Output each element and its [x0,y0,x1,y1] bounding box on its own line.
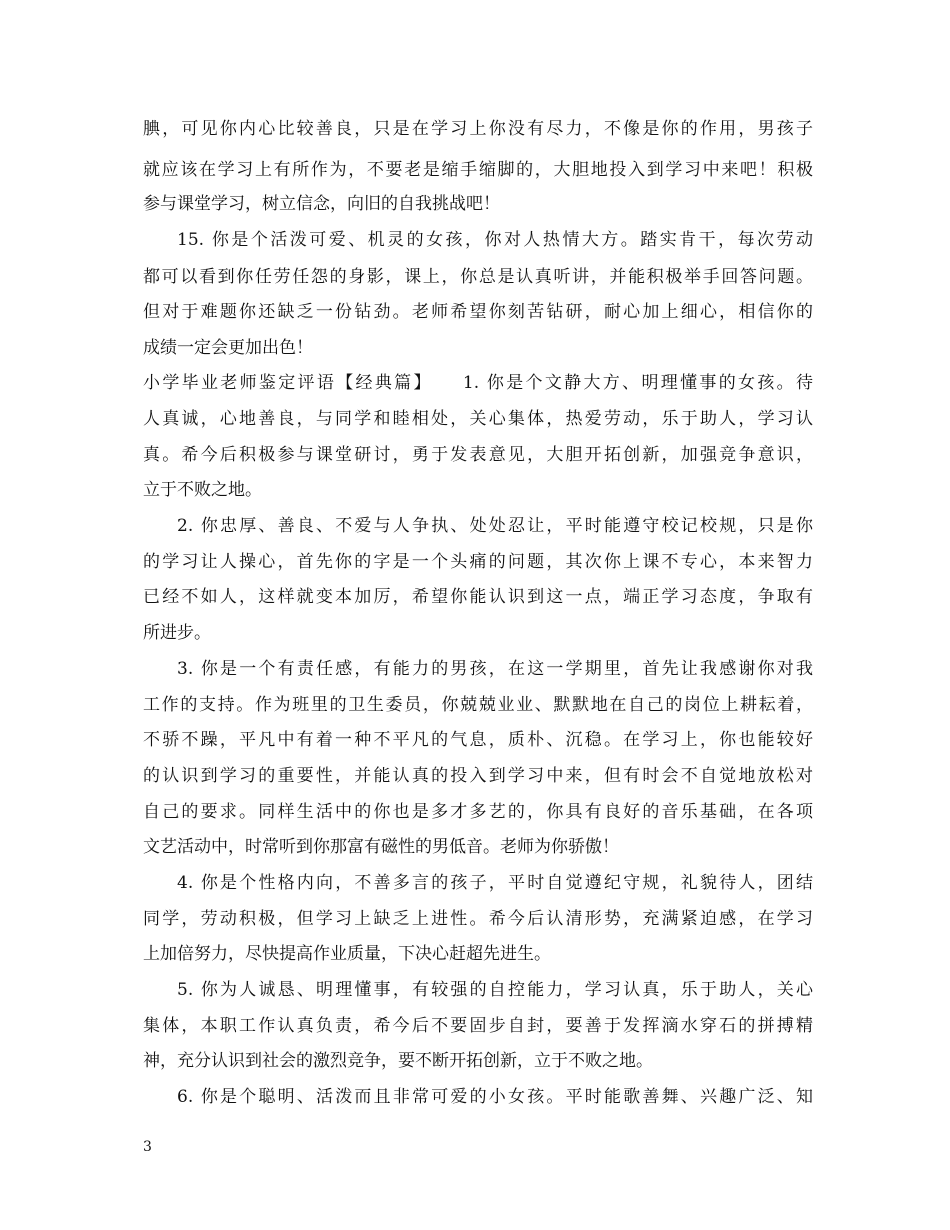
text-line: 上加倍努力，尽快提高作业质量，下决心赶超先进生。 [143,944,551,964]
text-line: 但对于难题你还缺乏一份钻劲。老师希望你刻苦钻研，耐心加上细心，相信你的 [143,302,813,322]
text-line: 就应该在学习上有所作为，不要老是缩手缩脚的，大胆地投入到学习中来吧！积极 [143,160,813,180]
page-number: 3 [143,1139,152,1155]
text-line: 人真诚，心地善良，与同学和睦相处，关心集体，热爱劳动，乐于助人，学习认 [143,409,813,429]
text-line: 集体，本职工作认真负责，希今后不要固步自封，要善于发挥滴水穿石的拼搏精 [143,1016,813,1036]
text-line: 6. 你是个聪明、活泼而且非常可爱的小女孩。平时能歌善舞、兴趣广泛、知 [177,1087,813,1107]
text-line: 都可以看到你任劳任怨的身影，课上，你总是认真听讲，并能积极举手回答问题。 [143,267,813,287]
text-line: 神，充分认识到社会的激烈竞争，要不断开拓创新，立于不败之地。 [143,1051,653,1071]
text-line: 已经不如人，这样就变本加厉，希望你能认识到这一点，端正学习态度，争取有 [143,587,813,607]
text-line: 自己的要求。同样生活中的你也是多才多艺的，你具有良好的音乐基础，在各项 [143,802,813,822]
text-line: 立于不败之地。 [143,480,262,500]
text-line: 的学习让人操心，首先你的字是一个头痛的问题，其次你上课不专心，本来智力 [143,552,813,572]
text-line: 工作的支持。作为班里的卫生委员，你兢兢业业、默默地在自己的岗位上耕耘着， [143,695,813,715]
section-heading-line: 小学毕业老师鉴定评语【经典篇】 1. 你是个文静大方、明理懂事的女孩。待 [143,373,813,393]
text-line: 5. 你为人诚恳、明理懂事，有较强的自控能力，学习认真，乐于助人，关心 [177,980,813,1000]
text-line: 3. 你是一个有责任感，有能力的男孩，在这一学期里，首先让我感谢你对我 [177,659,813,679]
text-line: 参与课堂学习，树立信念，向旧的自我挑战吧！ [143,194,500,214]
text-line: 同学，劳动积极，但学习上缺乏上进性。希今后认清形势，充满紧迫感，在学习 [143,909,813,929]
text-line: 真。希今后积极参与课堂研讨，勇于发表意见，大胆开拓创新，加强竞争意识， [143,445,813,465]
text-line: 15. 你是个活泼可爱、机灵的女孩，你对人热情大方。踏实肯干，每次劳动 [177,230,813,250]
text-line: 文艺活动中，时常听到你那富有磁性的男低音。老师为你骄傲！ [143,837,619,857]
text-line: 所进步。 [143,623,211,643]
text-line: 不骄不躁，平凡中有着一种不平凡的气息，质朴、沉稳。在学习上，你也能较好 [143,730,813,750]
text-line: 2. 你忠厚、善良、不爱与人争执、处处忍让，平时能遵守校记校规，只是你 [177,516,813,536]
text-line: 腆，可见你内心比较善良，只是在学习上你没有尽力，不像是你的作用，男孩子 [143,119,813,139]
text-line: 4. 你是个性格内向，不善多言的孩子，平时自觉遵纪守规，礼貌待人，团结 [177,873,813,893]
text-line: 成绩一定会更加出色！ [143,338,313,358]
text-line: 的认识到学习的重要性，并能认真的投入到学习中来，但有时会不自觉地放松对 [143,766,813,786]
